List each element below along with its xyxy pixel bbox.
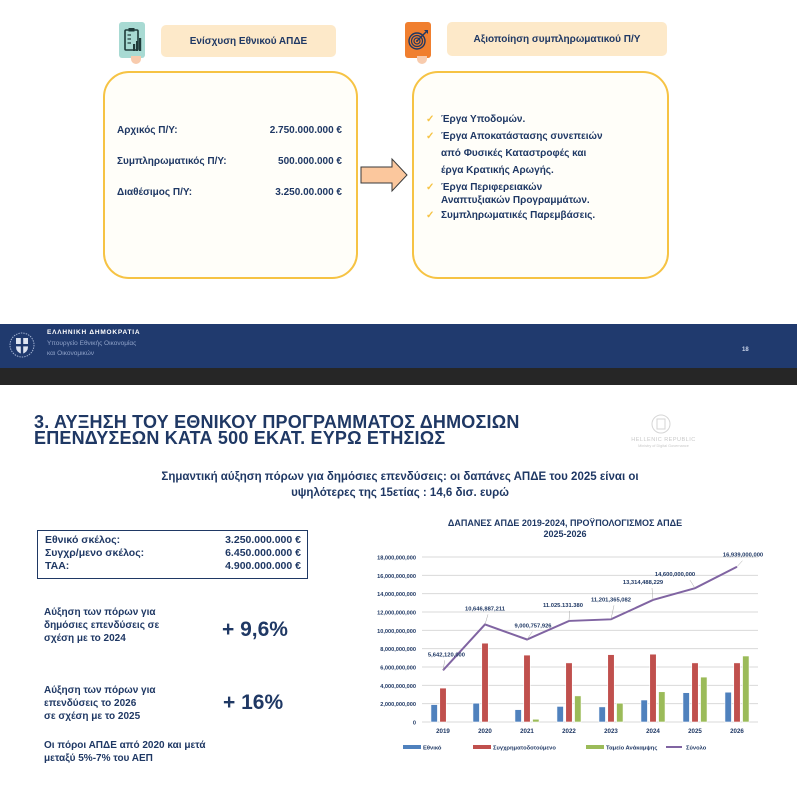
x-tick-label: 2024 <box>646 728 660 735</box>
x-tick-label: 2021 <box>520 728 534 735</box>
data-label-leader <box>737 561 742 567</box>
budget-row-value: 2.750.000.000 € <box>269 125 342 136</box>
slide-title: 3. ΑΥΞΗΣΗ ΤΟΥ ΕΘΝΙΚΟΥ ΠΡΟΓΡΑΜΜΑΤΟΣ ΔΗΜΟΣΙΩΝ ΕΠΕΝΔΥΣΕΩΝ ΚΑΤΑ 500 ΕΚΑΤ. ΕΥΡΩ ΕΤΗΣΙΩΣ <box>34 412 520 448</box>
y-tick-label: 18,000,000,000 <box>377 555 416 562</box>
bar-cofinanced <box>524 655 531 722</box>
bar-national <box>473 703 480 722</box>
target-icon-tile <box>405 22 431 58</box>
summary-row: Εθνικό σκέλος: 3.250.000.000 € <box>45 534 301 546</box>
legend-swatch <box>403 745 421 749</box>
x-tick-label: 2019 <box>436 728 450 735</box>
investment-chart <box>360 548 790 760</box>
slide-subtitle: Σημαντική αύξηση πόρων για δημόσιες επενδύσεις: οι δαπάνες ΑΠΔΕ του 2025 είναι οι υψηλότερες της 15ετίας : 14,6 δισ. ευρώ <box>161 471 639 499</box>
page-number: 18 <box>742 347 749 353</box>
y-tick-label: 8,000,000,000 <box>380 647 416 654</box>
footer-ministry-line1: Υπουργείο Εθνικής Οικονομίας <box>47 340 137 347</box>
slide-footer <box>0 324 797 368</box>
data-label: 13,314,488,229 <box>622 579 664 586</box>
legend-swatch <box>586 745 604 749</box>
x-tick-label: 2025 <box>688 728 702 735</box>
chart-title: ΔΑΠΑΝΕΣ ΑΠΔΕ 2019-2024, ΠΡΟΫΠΟΛΟΓΙΣΜΟΣ ΑΠΔΕ 2025-2026 <box>447 518 683 539</box>
data-label: 9,000,757,926 <box>514 623 552 630</box>
y-tick-label: 2,000,000,000 <box>380 702 416 709</box>
y-tick-label: 12,000,000,000 <box>377 610 416 617</box>
allocation-item: ✓ Έργα Περιφερειακών Αναπτυξιακών Προγραμμάτων. <box>426 182 590 206</box>
checkmark-icon: ✓ <box>426 182 435 193</box>
bar-cofinanced <box>692 663 699 722</box>
greek-emblem-icon <box>9 332 35 358</box>
stat2-value: + 16% <box>223 691 284 714</box>
bar-cofinanced <box>566 663 573 722</box>
legend-label: Ταμείο Ανάκαμψης <box>606 745 658 752</box>
bar-recovery-fund <box>701 677 708 722</box>
stat1-value: + 9,6% <box>222 618 288 641</box>
data-label: 5,642,120,000 <box>427 652 465 659</box>
y-tick-label: 4,000,000,000 <box>380 683 416 690</box>
target-icon <box>405 22 431 58</box>
bar-national <box>683 693 690 722</box>
budget-row-initial <box>117 125 342 136</box>
label-pointer <box>417 56 427 64</box>
x-tick-label: 2023 <box>604 728 618 735</box>
data-label-leader <box>485 614 488 624</box>
bar-national <box>557 706 564 722</box>
legend-label: Σύνολο <box>686 745 707 752</box>
budget-row-supplementary <box>117 156 342 167</box>
bar-cofinanced <box>608 655 615 722</box>
y-tick-label: 0 <box>412 720 416 727</box>
legend-swatch <box>473 745 491 749</box>
allocation-item: ✓ Έργα Αποκατάστασης συνεπειών από Φυσικές Καταστροφές και έργα Κρατικής Αρωγής. <box>426 128 656 179</box>
summary-row: ΤΑΑ: 4.900.000.000 € <box>45 560 301 572</box>
budget-row-value: 500.000.000 € <box>278 156 342 167</box>
allocation-list <box>426 111 656 222</box>
bar-national <box>641 700 648 722</box>
summary-row: Συγχρ/μενο σκέλος: 6.450.000.000 € <box>45 547 301 559</box>
data-label: 11.025.131.380 <box>543 602 583 609</box>
checkmark-icon: ✓ <box>426 210 435 221</box>
footer-org-title: ΕΛΛΗΝΙΚΗ ΔΗΜΟΚΡΑΤΙΑ <box>47 329 141 336</box>
left-panel-label: Ενίσχυση Εθνικού ΑΠΔΕ <box>161 25 336 57</box>
bar-national <box>431 705 438 722</box>
bar-recovery-fund <box>533 719 540 722</box>
gdp-note: Οι πόροι ΑΠΔΕ από 2020 και μετά μεταξύ 5%-7% του ΑΕΠ <box>44 740 206 764</box>
x-tick-label: 2022 <box>562 728 576 735</box>
data-label: 16,939,000,000 <box>722 552 764 559</box>
bar-cofinanced <box>482 643 489 722</box>
right-arrow-icon <box>359 157 411 193</box>
x-tick-label: 2020 <box>478 728 492 735</box>
data-label: 14,600,000,000 <box>654 572 696 579</box>
checkmark-icon: ✓ <box>426 131 435 142</box>
y-tick-label: 14,000,000,000 <box>377 592 416 599</box>
data-label: 11,201,365,082 <box>591 597 631 604</box>
budget-row-key: Αρχικός Π/Υ: <box>117 125 178 136</box>
bar-recovery-fund <box>743 656 750 722</box>
y-tick-label: 10,000,000,000 <box>377 628 416 635</box>
funding-summary-box <box>37 530 308 579</box>
y-tick-label: 16,000,000,000 <box>377 573 416 580</box>
watermark-text: HELLENIC REPUBLIC Ministry of Digital Governance <box>631 437 696 448</box>
footer-ministry-line2: και Οικονομικών <box>47 350 95 357</box>
bar-cofinanced <box>440 688 447 722</box>
data-label: 10,646,887,211 <box>465 606 505 613</box>
allocation-item: ✓ Έργα Υποδομών. <box>426 111 656 128</box>
allocation-box <box>412 71 669 279</box>
legend-label: Συγχρηματοδοτούμενο <box>493 745 556 752</box>
budget-row-key: Συμπληρωματικός Π/Υ: <box>117 156 227 167</box>
stat1-label: Αύξηση των πόρων για δημόσιες επενδύσεις σε σχέση με το 2024 <box>44 607 160 644</box>
allocation-item: ✓ Συμπληρωματικές Παρεμβάσεις. <box>426 210 596 221</box>
budget-row-value: 3.250.00.000 € <box>275 187 342 198</box>
bar-national <box>725 692 732 722</box>
bar-recovery-fund <box>575 696 582 722</box>
bar-national <box>515 710 522 722</box>
bar-recovery-fund <box>617 703 624 722</box>
clipboard-chart-icon-tile <box>119 22 145 58</box>
y-tick-label: 6,000,000,000 <box>380 665 416 672</box>
slide-separator <box>0 368 797 385</box>
budget-summary-box <box>103 71 358 279</box>
stat2-label: Αύξηση των πόρων για επενδύσεις το 2026 σε σχέση με το 2025 <box>44 685 156 722</box>
bar-cofinanced <box>734 663 741 722</box>
budget-row-key: Διαθέσιμος Π/Υ: <box>117 187 193 198</box>
bar-recovery-fund <box>659 692 666 722</box>
data-label-leader <box>690 580 695 588</box>
right-panel-label: Αξιοποίηση συμπληρωματικού Π/Υ <box>447 22 667 56</box>
budget-row-available <box>117 187 342 198</box>
clipboard-chart-icon <box>119 22 145 58</box>
watermark-emblem-icon <box>650 413 672 435</box>
legend-label: Εθνικό <box>423 745 442 752</box>
checkmark-icon: ✓ <box>426 114 435 125</box>
bar-national <box>599 707 606 722</box>
x-tick-label: 2026 <box>730 728 744 735</box>
label-pointer <box>131 56 141 64</box>
bar-cofinanced <box>650 654 657 722</box>
